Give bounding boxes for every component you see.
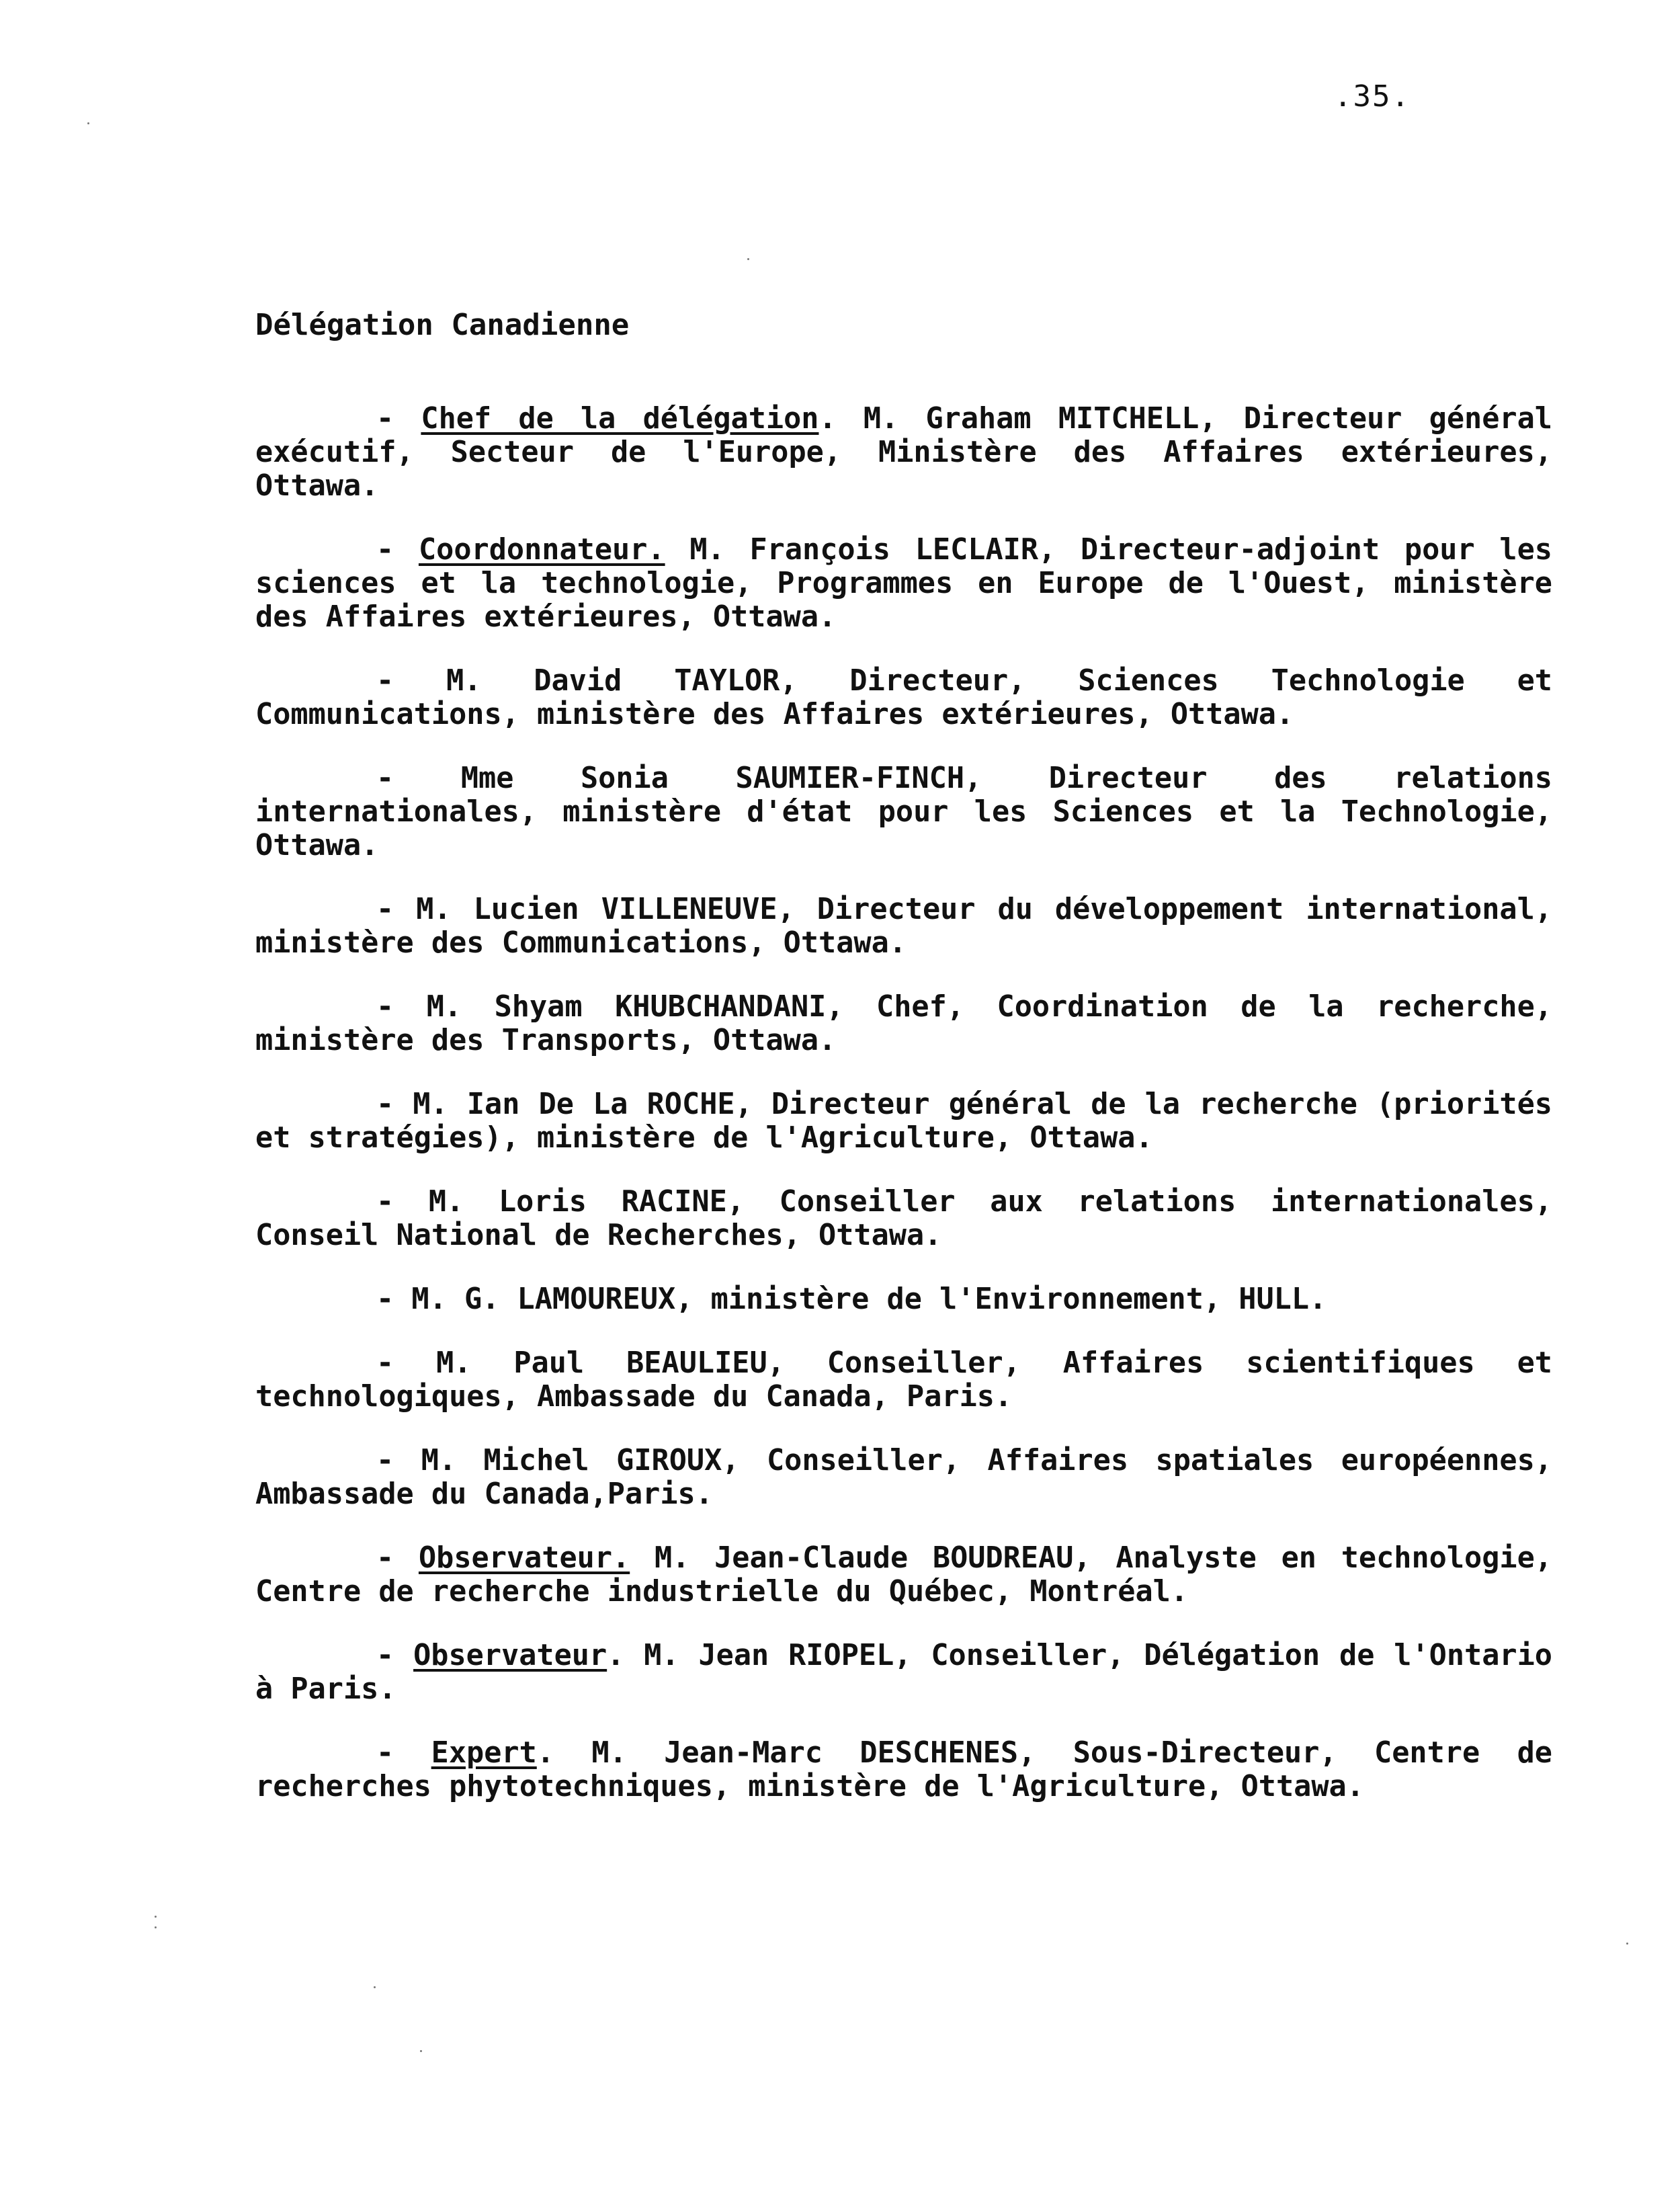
entry-text: . M. Jean RIOPEL, Conseiller, Délégation de l'Ontario à Paris. — [255, 1639, 1552, 1706]
scan-speck — [87, 122, 89, 124]
entry-text: M. Michel GIROUX, Conseiller, Affaires spatiales européennes, Ambassade du Canada,Paris. — [255, 1444, 1552, 1511]
entry-text: . M. Jean-Marc DESCHENES, Sous-Directeur, Centre de recherches phytotechniques, ministère de l'Agriculture, Ottawa. — [255, 1736, 1552, 1803]
delegation-entry: - M. Loris RACINE, Conseiller aux relations internationales, Conseil National de Recherches, Ottawa. — [255, 1185, 1552, 1252]
delegation-entry: - Mme Sonia SAUMIER-FINCH, Directeur des relations internationales, ministère d'état pour les Sciences et la Technologie, Ottawa. — [255, 762, 1552, 862]
entry-role: Observateur — [413, 1639, 607, 1672]
entry-role: Coordonnateur. — [418, 533, 665, 567]
entry-text: M. Loris RACINE, Conseiller aux relations internationales, Conseil National de Recherches, Ottawa. — [255, 1185, 1552, 1252]
delegation-entry: - Coordonnateur. M. François LECLAIR, Directeur-adjoint pour les sciences et la technologie, Programmes en Europe de l'Ouest, ministère des Affaires extérieures, Ottawa. — [255, 533, 1552, 634]
entry-role: Chef de la délégation — [421, 402, 819, 436]
delegation-entry: - Chef de la délégation. M. Graham MITCHELL, Directeur général exécutif, Secteur de l'Europe, Ministère des Affaires extérieures, Ottawa. — [255, 402, 1552, 503]
entry-role: Expert — [431, 1736, 537, 1770]
delegation-list — [255, 402, 1552, 1834]
entry-text: M. Ian De La ROCHE, Directeur général de la recherche (priorités et stratégies), ministère de l'Agriculture, Ottawa. — [255, 1088, 1552, 1155]
scan-speck — [420, 2050, 422, 2052]
delegation-entry: - M. Shyam KHUBCHANDANI, Chef, Coordination de la recherche, ministère des Transports, Ottawa. — [255, 990, 1552, 1057]
entry-role: Observateur. — [418, 1541, 630, 1575]
entry-text: M. Lucien VILLENEUVE, Directeur du développement international, ministère des Communications, Ottawa. — [255, 893, 1552, 960]
entry-text: M. Jean-Claude BOUDREAU, Analyste en technologie, Centre de recherche industrielle du Québec, Montréal. — [255, 1541, 1552, 1608]
page-number: .35. — [1334, 79, 1411, 114]
section-heading: Délégation Canadienne — [255, 308, 630, 342]
entry-text: M. François LECLAIR, Directeur-adjoint pour les sciences et la technologie, Programmes en Europe de l'Ouest, ministère des Affaires extérieures, Ottawa. — [255, 533, 1552, 634]
entry-text: M. Shyam KHUBCHANDANI, Chef, Coordination de la recherche, ministère des Transports, Ottawa. — [255, 990, 1552, 1057]
entry-text: Mme Sonia SAUMIER-FINCH, Directeur des relations internationales, ministère d'état pour les Sciences et la Technologie, Ottawa. — [255, 762, 1552, 862]
entry-text: M. David TAYLOR, Directeur, Sciences Technologie et Communications, ministère des Affaires extérieures, Ottawa. — [255, 664, 1552, 731]
entry-text: M. G. LAMOUREUX, ministère de l'Environnement, HULL. — [411, 1282, 1327, 1316]
delegation-entry: - Observateur. M. Jean-Claude BOUDREAU, Analyste en technologie, Centre de recherche industrielle du Québec, Montréal. — [255, 1541, 1552, 1608]
scan-speck — [155, 1916, 157, 1918]
scan-speck — [155, 1926, 157, 1928]
delegation-entry: - M. David TAYLOR, Directeur, Sciences Technologie et Communications, ministère des Affaires extérieures, Ottawa. — [255, 664, 1552, 731]
delegation-entry: - Observateur. M. Jean RIOPEL, Conseiller, Délégation de l'Ontario à Paris. — [255, 1639, 1552, 1706]
entry-text: . M. Graham MITCHELL, Directeur général exécutif, Secteur de l'Europe, Ministère des Affaires extérieures, Ottawa. — [255, 402, 1552, 503]
delegation-entry: - M. Lucien VILLENEUVE, Directeur du développement international, ministère des Communications, Ottawa. — [255, 893, 1552, 960]
scan-speck — [1626, 1943, 1628, 1945]
entry-text: M. Paul BEAULIEU, Conseiller, Affaires scientifiques et technologiques, Ambassade du Canada, Paris. — [255, 1346, 1552, 1414]
delegation-entry: - M. Paul BEAULIEU, Conseiller, Affaires scientifiques et technologiques, Ambassade du Canada, Paris. — [255, 1346, 1552, 1414]
delegation-entry: - M. G. LAMOUREUX, ministère de l'Environnement, HULL. — [376, 1282, 1327, 1316]
delegation-entry: - M. Ian De La ROCHE, Directeur général de la recherche (priorités et stratégies), ministère de l'Agriculture, Ottawa. — [255, 1088, 1552, 1155]
scan-speck — [374, 1986, 376, 1988]
scan-speck — [747, 258, 749, 260]
delegation-entry: - M. Michel GIROUX, Conseiller, Affaires spatiales européennes, Ambassade du Canada,Paris. — [255, 1444, 1552, 1511]
delegation-entry: - Expert. M. Jean-Marc DESCHENES, Sous-Directeur, Centre de recherches phytotechniques, ministère de l'Agriculture, Ottawa. — [255, 1736, 1552, 1803]
